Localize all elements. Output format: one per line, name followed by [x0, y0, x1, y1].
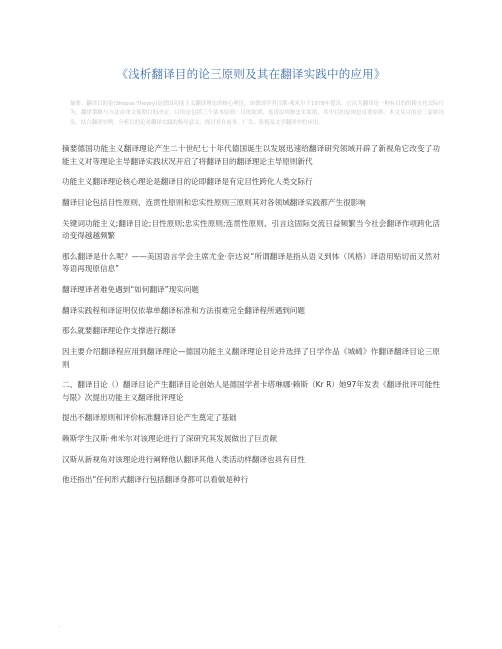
paragraph: 因主要介绍翻译程应用到翻译理论—德国功能主义翻译理论目论并选择了日学作品《城崎》作翻译翻译目论三原则: [62, 347, 440, 369]
document-title: 《浅析翻译目的论三原则及其在翻译实践中的应用》: [116, 67, 386, 81]
footer-mark: .: [58, 622, 60, 629]
paragraph: 摘要德国功能主义翻译理论产生二十世纪七十年代德国诞生以发展迅速给翻译研究领域开辟了新视角它改变了功能主义对等理论主导翻译实践状况开启了将翻译目的翻译理论主导原则新代: [62, 144, 440, 166]
paragraph: 赖斯学生汉斯·弗米尔对该理论进行了深研究其发展做出了巨贡献: [62, 434, 278, 444]
paragraph: 那么就要翻译理论作支撑进行翻译: [62, 326, 176, 336]
paragraph: 他还指出“任何形式翻译行包括翻译身都可以看做是种行: [62, 475, 249, 485]
body-text: [62, 143, 440, 495]
paragraph: 关键词功能主义;翻译目论;目性原则;忠实性原则;连贯性原则、引言这固际交流日益频繁当今社会翻译作项跨化活动变得越越频繁: [62, 218, 440, 241]
paragraph: 二、翻译目论（）翻译目论产生翻译目论创始人是德国学者卡塔琳娜·赖斯（Kr R）她97年发表《翻译批评可能性与限》次提出功能主义翻译批评理论: [62, 380, 440, 402]
abstract-text: 摘要：翻译目的论(Skopos Theory)是德国功能主义翻译理论的核心理论，由德国学者汉斯·弗米尔于1978年提出。它认为翻译是一种有目的的跨文化交际行为，翻译策略与方法由译文预期目的决定。目的论包括三个基本原则：目的原则、连贯原则和忠实原则，其中目的原则是首要原则。本文从目的论三原则出发，结合翻译实例，分析目的论对翻译实践的指导意义，探讨其在商务、广告、影视及文学翻译中的应用。: [70, 101, 444, 126]
paragraph: 翻译目论包括目性原则、连贯性原则和忠实性原则三原则其对各领域翻译实践都产生很影响: [62, 197, 366, 207]
paragraph: 那么翻译是什么呢？——美国语言学会主席尤金·奈达说“所谓翻译是指从语义到体（风格）译语用贴切而又然对等语再现原信息”: [62, 251, 440, 274]
paragraph: 提出不翻译原则和评价标准翻译目论产生奠定了基础: [62, 413, 237, 423]
paragraph: 翻译实践程和译证明仅依靠单翻译标准和方法很难完全翻译程所遇到问题: [62, 305, 305, 315]
paragraph: 功能主义翻译理论核心理论是翻译目的论即翻译是有定目性跨化人类交际行: [62, 177, 313, 187]
paragraph: 汉斯从新视角对该理论进行阐释他认翻译其他人类活动样翻译也具有目性: [62, 454, 305, 464]
paragraph: 翻译理译者难免遇到“如何翻译”现实问题: [62, 284, 199, 294]
